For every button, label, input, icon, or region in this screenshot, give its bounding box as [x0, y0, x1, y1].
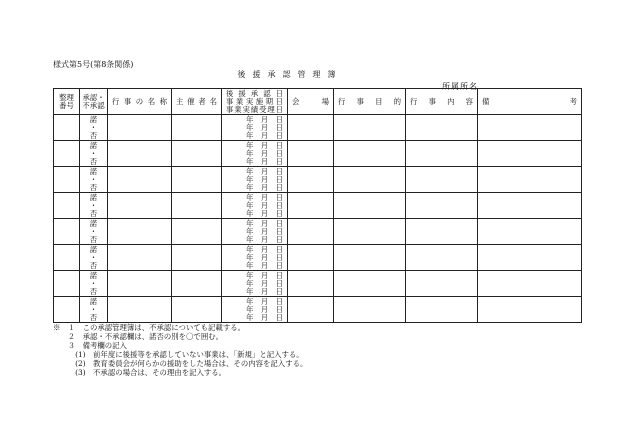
biko-cell[interactable]	[478, 167, 582, 193]
note-line: (2) 教育委員会が何らかの援助をした場合は、その内容を記入する。	[53, 359, 308, 368]
dates-cell[interactable]	[222, 297, 288, 323]
biko-cell[interactable]	[478, 193, 582, 219]
date-unit-month: 月	[260, 182, 269, 192]
dates-cell[interactable]	[222, 271, 288, 297]
mokuteki-cell[interactable]	[334, 167, 406, 193]
header-mokuteki: 行事目的	[334, 89, 406, 115]
table-row	[54, 245, 582, 271]
date-unit-year: 年	[246, 278, 254, 288]
date-unit-day: 日	[275, 192, 283, 202]
kaijo-cell[interactable]	[288, 219, 334, 245]
date-line	[222, 288, 287, 296]
date-unit-day: 日	[275, 252, 283, 262]
date-unit-month: 月	[260, 260, 269, 270]
date-unit-day: 日	[275, 140, 283, 150]
gyoji-name-cell[interactable]	[108, 141, 172, 167]
header-gyoji-name: 行事の名称	[108, 89, 172, 115]
date-unit-month: 月	[260, 130, 269, 140]
mokuteki-cell[interactable]	[334, 271, 406, 297]
date-unit-day: 日	[275, 296, 283, 306]
shonin-mark-dot: ・	[89, 148, 98, 158]
kaijo-cell[interactable]	[288, 141, 334, 167]
header-shusaisha: 主催者名	[172, 89, 222, 115]
dates-cell[interactable]	[222, 141, 288, 167]
date-line	[222, 158, 287, 166]
date-unit-day: 日	[275, 278, 283, 288]
shusaisha-cell[interactable]	[172, 245, 222, 271]
department-label: 所属所名	[442, 82, 478, 91]
biko-cell[interactable]	[478, 115, 582, 141]
shonin-mark-dot: ・	[89, 304, 98, 314]
gyoji-name-cell[interactable]	[108, 167, 172, 193]
header-dates: 後援承認日 事業実施期日 事業実績受理日	[222, 89, 288, 115]
date-unit-year: 年	[246, 252, 254, 262]
table-row	[54, 167, 582, 193]
date-unit-month: 月	[260, 270, 269, 280]
date-unit-month: 月	[260, 156, 269, 166]
shonin-mark-dot: ・	[89, 174, 98, 184]
date-unit-year: 年	[246, 208, 254, 218]
notes-section	[53, 323, 307, 377]
shonin-mark-approve: 諾	[89, 244, 98, 254]
header-naiyo: 行事内容	[406, 89, 478, 115]
mokuteki-cell[interactable]	[334, 193, 406, 219]
date-unit-month: 月	[260, 286, 269, 296]
mokuteki-cell[interactable]	[334, 115, 406, 141]
naiyo-cell[interactable]	[406, 297, 478, 323]
naiyo-cell[interactable]	[406, 141, 478, 167]
shonin-mark-deny: 否	[89, 130, 98, 140]
date-unit-day: 日	[275, 166, 283, 176]
shonin-cell[interactable]	[80, 193, 108, 219]
note-line: (3) 不承認の場合は、その理由を記入する。	[53, 368, 227, 377]
note-line: (1) 前年度に後援等を承認していない事業は、「新規」と記入する。	[53, 350, 304, 359]
date-unit-month: 月	[260, 208, 269, 218]
date-unit-day: 日	[275, 244, 283, 254]
date-unit-day: 日	[275, 286, 283, 296]
seiri-cell[interactable]	[54, 297, 80, 323]
date-line	[222, 184, 287, 192]
date-unit-month: 月	[260, 192, 269, 202]
date-unit-month: 月	[260, 122, 269, 132]
shonin-mark-deny: 否	[89, 234, 98, 244]
seiri-cell[interactable]	[54, 141, 80, 167]
gyoji-name-cell[interactable]	[108, 297, 172, 323]
date-unit-month: 月	[260, 304, 269, 314]
shonin-cell[interactable]	[80, 271, 108, 297]
naiyo-cell[interactable]	[406, 219, 478, 245]
shusaisha-cell[interactable]	[172, 297, 222, 323]
date-unit-day: 日	[275, 114, 283, 124]
date-unit-month: 月	[260, 296, 269, 306]
date-unit-year: 年	[246, 148, 254, 158]
kaijo-cell[interactable]	[288, 297, 334, 323]
gyoji-name-cell[interactable]	[108, 271, 172, 297]
naiyo-cell[interactable]	[406, 193, 478, 219]
dates-cell[interactable]	[222, 167, 288, 193]
date-unit-day: 日	[275, 270, 283, 280]
shonin-mark-dot: ・	[89, 278, 98, 288]
date-unit-year: 年	[246, 140, 254, 150]
shonin-mark-deny: 否	[89, 156, 98, 166]
shonin-mark-approve: 諾	[89, 270, 98, 280]
shusaisha-cell[interactable]	[172, 115, 222, 141]
date-unit-day: 日	[275, 130, 283, 140]
date-unit-year: 年	[246, 114, 254, 124]
date-unit-month: 月	[260, 278, 269, 288]
shonin-cell[interactable]	[80, 219, 108, 245]
dates-cell[interactable]	[222, 115, 288, 141]
date-unit-year: 年	[246, 122, 254, 132]
date-unit-year: 年	[246, 296, 254, 306]
date-unit-month: 月	[260, 234, 269, 244]
date-unit-day: 日	[275, 156, 283, 166]
table-row	[54, 193, 582, 219]
date-unit-year: 年	[246, 234, 254, 244]
shonin-mark-dot: ・	[89, 122, 98, 132]
header-row	[54, 89, 582, 115]
seiri-cell[interactable]	[54, 271, 80, 297]
date-unit-day: 日	[275, 226, 283, 236]
date-unit-day: 日	[275, 260, 283, 270]
seiri-cell[interactable]	[54, 193, 80, 219]
date-unit-day: 日	[275, 218, 283, 228]
mokuteki-cell[interactable]	[334, 245, 406, 271]
naiyo-cell[interactable]	[406, 115, 478, 141]
date-unit-month: 月	[260, 114, 269, 124]
date-unit-year: 年	[246, 200, 254, 210]
shusaisha-cell[interactable]	[172, 141, 222, 167]
date-unit-year: 年	[246, 192, 254, 202]
document-title: 後援承認管理簿	[237, 70, 343, 79]
dates-cell[interactable]	[222, 219, 288, 245]
kaijo-cell[interactable]	[288, 245, 334, 271]
note-line: ２ 承認・不承認欄は、諾否の別を〇で囲む。	[53, 332, 223, 341]
note-line: ※ １ この承認管理簿は、不承認についても記載する。	[53, 323, 246, 332]
shusaisha-cell[interactable]	[172, 167, 222, 193]
date-line	[222, 262, 287, 270]
date-unit-month: 月	[260, 312, 269, 322]
date-unit-month: 月	[260, 148, 269, 158]
date-line	[222, 210, 287, 218]
date-unit-day: 日	[275, 304, 283, 314]
shonin-mark-dot: ・	[89, 226, 98, 236]
date-unit-month: 月	[260, 226, 269, 236]
biko-cell[interactable]	[478, 245, 582, 271]
shonin-mark-approve: 諾	[89, 192, 98, 202]
date-unit-year: 年	[246, 304, 254, 314]
table-row	[54, 141, 582, 167]
register-table	[53, 88, 582, 323]
naiyo-cell[interactable]	[406, 167, 478, 193]
date-unit-month: 月	[260, 252, 269, 262]
naiyo-cell[interactable]	[406, 271, 478, 297]
date-unit-day: 日	[275, 312, 283, 322]
mokuteki-cell[interactable]	[334, 297, 406, 323]
date-unit-year: 年	[246, 130, 254, 140]
kaijo-cell[interactable]	[288, 271, 334, 297]
kaijo-cell[interactable]	[288, 115, 334, 141]
date-unit-year: 年	[246, 270, 254, 280]
seiri-cell[interactable]	[54, 167, 80, 193]
shonin-mark-deny: 否	[89, 312, 98, 322]
shonin-cell[interactable]	[80, 115, 108, 141]
date-unit-year: 年	[246, 226, 254, 236]
date-unit-month: 月	[260, 174, 269, 184]
shusaisha-cell[interactable]	[172, 193, 222, 219]
date-unit-year: 年	[246, 182, 254, 192]
header-kaijo: 会場	[288, 89, 334, 115]
header-biko: 備考	[478, 89, 582, 115]
biko-cell[interactable]	[478, 271, 582, 297]
date-unit-day: 日	[275, 208, 283, 218]
shonin-mark-deny: 否	[89, 182, 98, 192]
date-unit-day: 日	[275, 200, 283, 210]
date-unit-month: 月	[260, 140, 269, 150]
date-line	[222, 132, 287, 140]
date-unit-month: 月	[260, 200, 269, 210]
note-line: ３ 備考欄の記入	[53, 341, 127, 350]
date-unit-month: 月	[260, 218, 269, 228]
date-line	[222, 236, 287, 244]
table-row	[54, 297, 582, 323]
shonin-mark-approve: 諾	[89, 166, 98, 176]
gyoji-name-cell[interactable]	[108, 219, 172, 245]
gyoji-name-cell[interactable]	[108, 115, 172, 141]
table-row	[54, 271, 582, 297]
date-line	[222, 314, 287, 322]
shonin-mark-dot: ・	[89, 252, 98, 262]
header-shonin: 承認・ 不承認	[80, 89, 108, 115]
date-unit-day: 日	[275, 148, 283, 158]
shonin-cell[interactable]	[80, 297, 108, 323]
shonin-mark-approve: 諾	[89, 296, 98, 306]
date-unit-year: 年	[246, 174, 254, 184]
biko-cell[interactable]	[478, 219, 582, 245]
gyoji-name-cell[interactable]	[108, 193, 172, 219]
shonin-cell[interactable]	[80, 245, 108, 271]
shonin-cell[interactable]	[80, 141, 108, 167]
date-unit-month: 月	[260, 166, 269, 176]
date-unit-year: 年	[246, 260, 254, 270]
seiri-cell[interactable]	[54, 219, 80, 245]
shonin-mark-approve: 諾	[89, 140, 98, 150]
kaijo-cell[interactable]	[288, 167, 334, 193]
shonin-cell[interactable]	[80, 167, 108, 193]
shonin-mark-deny: 否	[89, 286, 98, 296]
shusaisha-cell[interactable]	[172, 219, 222, 245]
seiri-cell[interactable]	[54, 115, 80, 141]
header-seiri-bango: 整理 番号	[54, 89, 80, 115]
date-unit-year: 年	[246, 312, 254, 322]
table-row	[54, 219, 582, 245]
date-unit-day: 日	[275, 174, 283, 184]
kaijo-cell[interactable]	[288, 193, 334, 219]
seiri-cell[interactable]	[54, 245, 80, 271]
date-unit-year: 年	[246, 244, 254, 254]
shonin-mark-deny: 否	[89, 260, 98, 270]
date-unit-year: 年	[246, 156, 254, 166]
table-row	[54, 115, 582, 141]
shonin-mark-approve: 諾	[89, 114, 98, 124]
date-unit-year: 年	[246, 218, 254, 228]
dates-cell[interactable]	[222, 245, 288, 271]
biko-cell[interactable]	[478, 297, 582, 323]
shonin-mark-deny: 否	[89, 208, 98, 218]
date-unit-year: 年	[246, 286, 254, 296]
date-unit-year: 年	[246, 166, 254, 176]
shonin-mark-approve: 諾	[89, 218, 98, 228]
shusaisha-cell[interactable]	[172, 271, 222, 297]
naiyo-cell[interactable]	[406, 245, 478, 271]
date-unit-day: 日	[275, 234, 283, 244]
date-unit-day: 日	[275, 182, 283, 192]
dates-cell[interactable]	[222, 193, 288, 219]
biko-cell[interactable]	[478, 141, 582, 167]
mokuteki-cell[interactable]	[334, 141, 406, 167]
gyoji-name-cell[interactable]	[108, 245, 172, 271]
date-unit-day: 日	[275, 122, 283, 132]
shonin-mark-dot: ・	[89, 200, 98, 210]
form-number: 様式第5号(第8条関係)	[53, 60, 134, 69]
date-unit-month: 月	[260, 244, 269, 254]
mokuteki-cell[interactable]	[334, 219, 406, 245]
